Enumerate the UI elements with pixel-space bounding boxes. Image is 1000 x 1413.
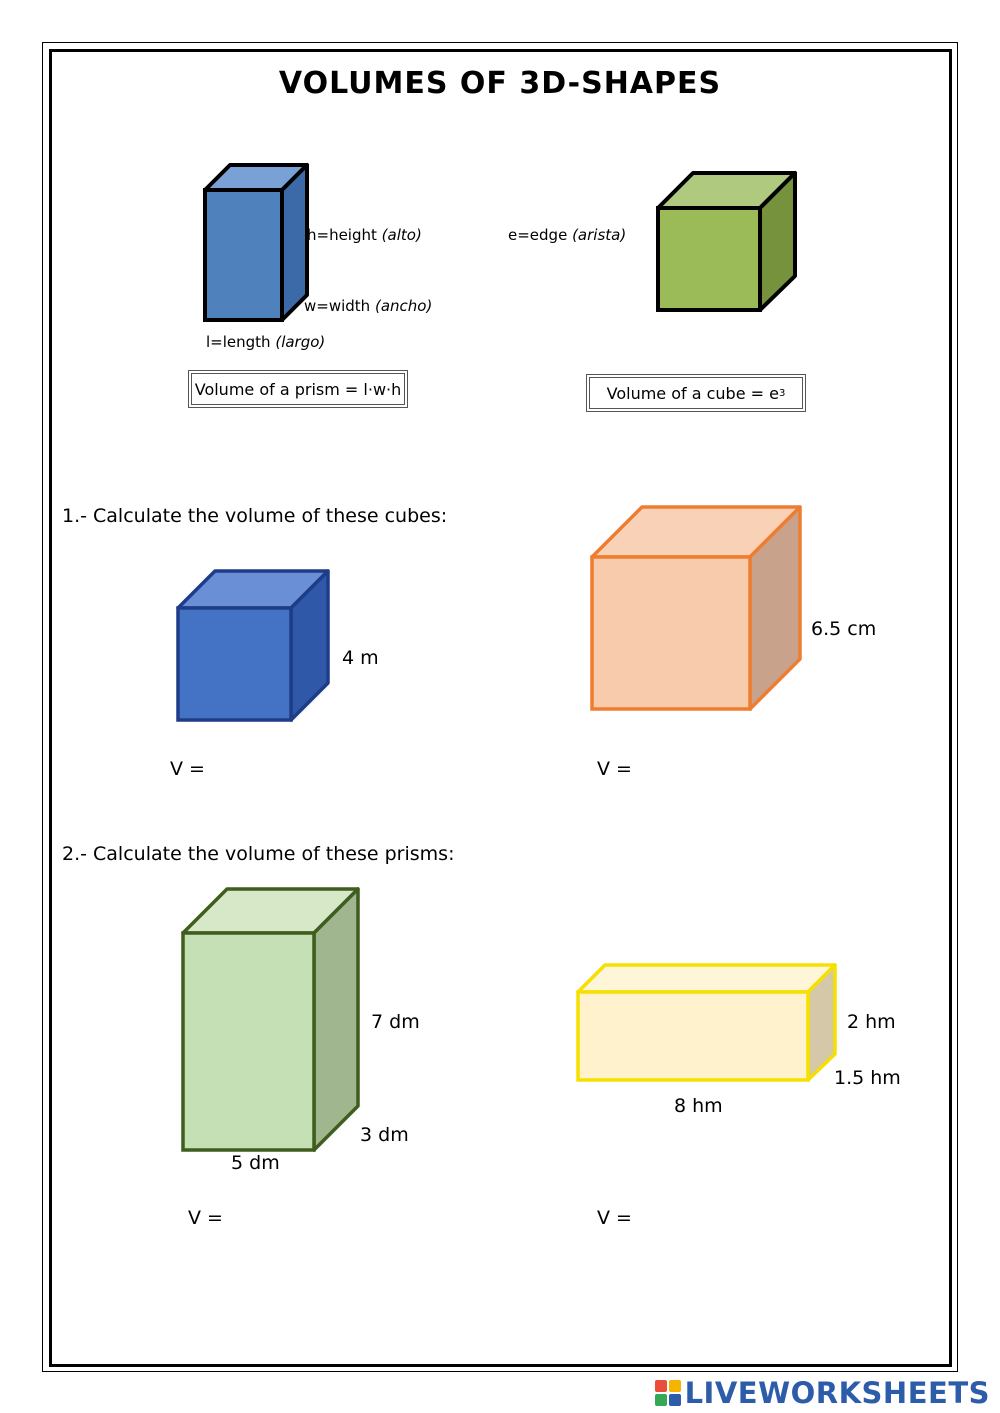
intro-cube-figure [655, 170, 800, 315]
section1-heading: 1.- Calculate the volume of these cubes: [62, 505, 448, 527]
height-label: h=height (alto) [307, 226, 422, 244]
prism-b-length-label: 8 hm [674, 1095, 723, 1117]
edge-label: e=edge (arista) [508, 226, 627, 244]
cube-b-edge-label: 6.5 cm [811, 618, 877, 640]
prism-b-height-label: 2 hm [847, 1011, 896, 1033]
prism-formula-box: Volume of a prism = l·w·h [188, 370, 408, 408]
prism-a-length-label: 5 dm [231, 1152, 280, 1174]
cube-b-figure [588, 503, 806, 713]
prism-a-figure [180, 886, 364, 1156]
cube-a-figure [175, 568, 333, 725]
prism-a-answer-label: V = [188, 1207, 223, 1229]
prism-a-height-label: 7 dm [371, 1011, 420, 1033]
cube-b-answer-label: V = [597, 758, 632, 780]
prism-b-figure [575, 962, 841, 1084]
prism-b-depth-label: 1.5 hm [834, 1067, 901, 1089]
liveworksheets-brand [655, 1377, 990, 1409]
cube-a-edge-label: 4 m [342, 647, 379, 669]
section2-heading: 2.- Calculate the volume of these prisms: [62, 843, 455, 865]
cube-a-answer-label: V = [170, 758, 205, 780]
brand-name: LIVEWORKSHEETS [684, 1376, 990, 1410]
intro-prism-figure [200, 160, 310, 325]
page-title: VOLUMES OF 3D-SHAPES [278, 66, 722, 101]
liveworksheets-logo-icon [655, 1380, 681, 1406]
prism-a-depth-label: 3 dm [360, 1124, 409, 1146]
width-label: w=width (ancho) [304, 297, 433, 315]
cube-formula-box: Volume of a cube = e 3 [586, 374, 806, 412]
prism-b-answer-label: V = [597, 1207, 632, 1229]
length-label: l=length (largo) [206, 333, 326, 351]
